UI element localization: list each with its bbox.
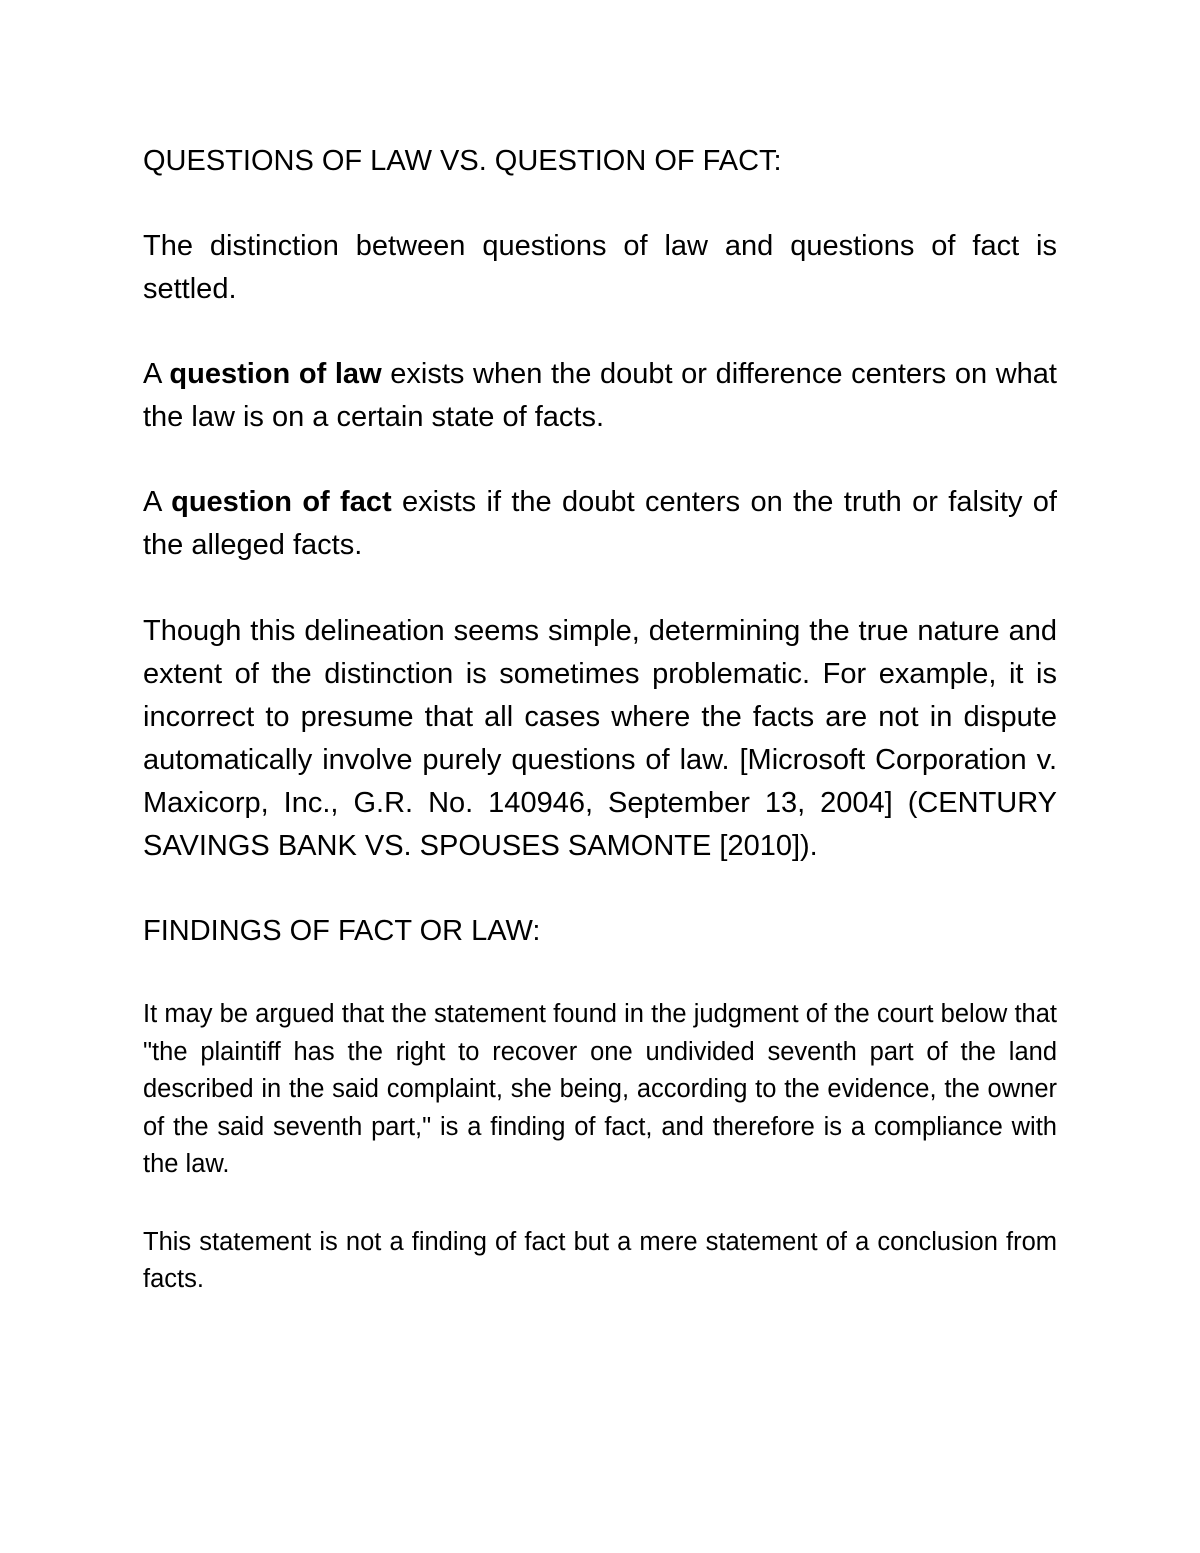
paragraph-question-of-fact-body: exists if the doubt centers on the truth or falsity of the alleged facts. [143, 486, 1057, 561]
paragraph-question-of-law-prefix: A [143, 358, 170, 390]
paragraph-distinction-settled: The distinction between questions of law and questions of fact is settled. [143, 230, 1057, 305]
document-page [143, 140, 1057, 1299]
paragraph-question-of-law-body: exists when the doubt or difference centers on what the law is on a certain state of facts. [143, 358, 1057, 433]
paragraph-conclusion-from-facts: This statement is not a finding of fact but a mere statement of a conclusion from facts. [143, 1227, 1057, 1293]
paragraph-argued-statement: It may be argued that the statement found in the judgment of the court below that "the plaintiff has the right to recover one undivided seventh part of the land described in the said complaint, she being, according to the evidence, the owner of the said seventh part," is a finding of fact, and therefore is a compliance with the law. [143, 1000, 1057, 1178]
paragraph-question-of-fact [143, 481, 1057, 567]
heading-findings-of-fact-or-law: FINDINGS OF FACT OR LAW: [143, 915, 541, 947]
paragraph-question-of-fact-prefix: A [143, 486, 172, 518]
heading-questions-of-law-vs-fact: QUESTIONS OF LAW VS. QUESTION OF FACT: [143, 145, 782, 177]
paragraph-delineation: Though this delineation seems simple, determining the true nature and extent of the distinction is sometimes problematic. For example, it is incorrect to presume that all cases where the facts are not in dispute automatically involve purely questions of law. [Microsoft Corporation v. Maxicorp, Inc., G.R. No. 140946, September 13, 2004] (CENTURY SAVINGS BANK VS. SPOUSES SAMONTE [2010]). [143, 615, 1057, 862]
paragraph-question-of-law [143, 353, 1057, 439]
term-question-of-law: question of law [169, 358, 382, 390]
term-question-of-fact: question of fact [171, 486, 392, 518]
